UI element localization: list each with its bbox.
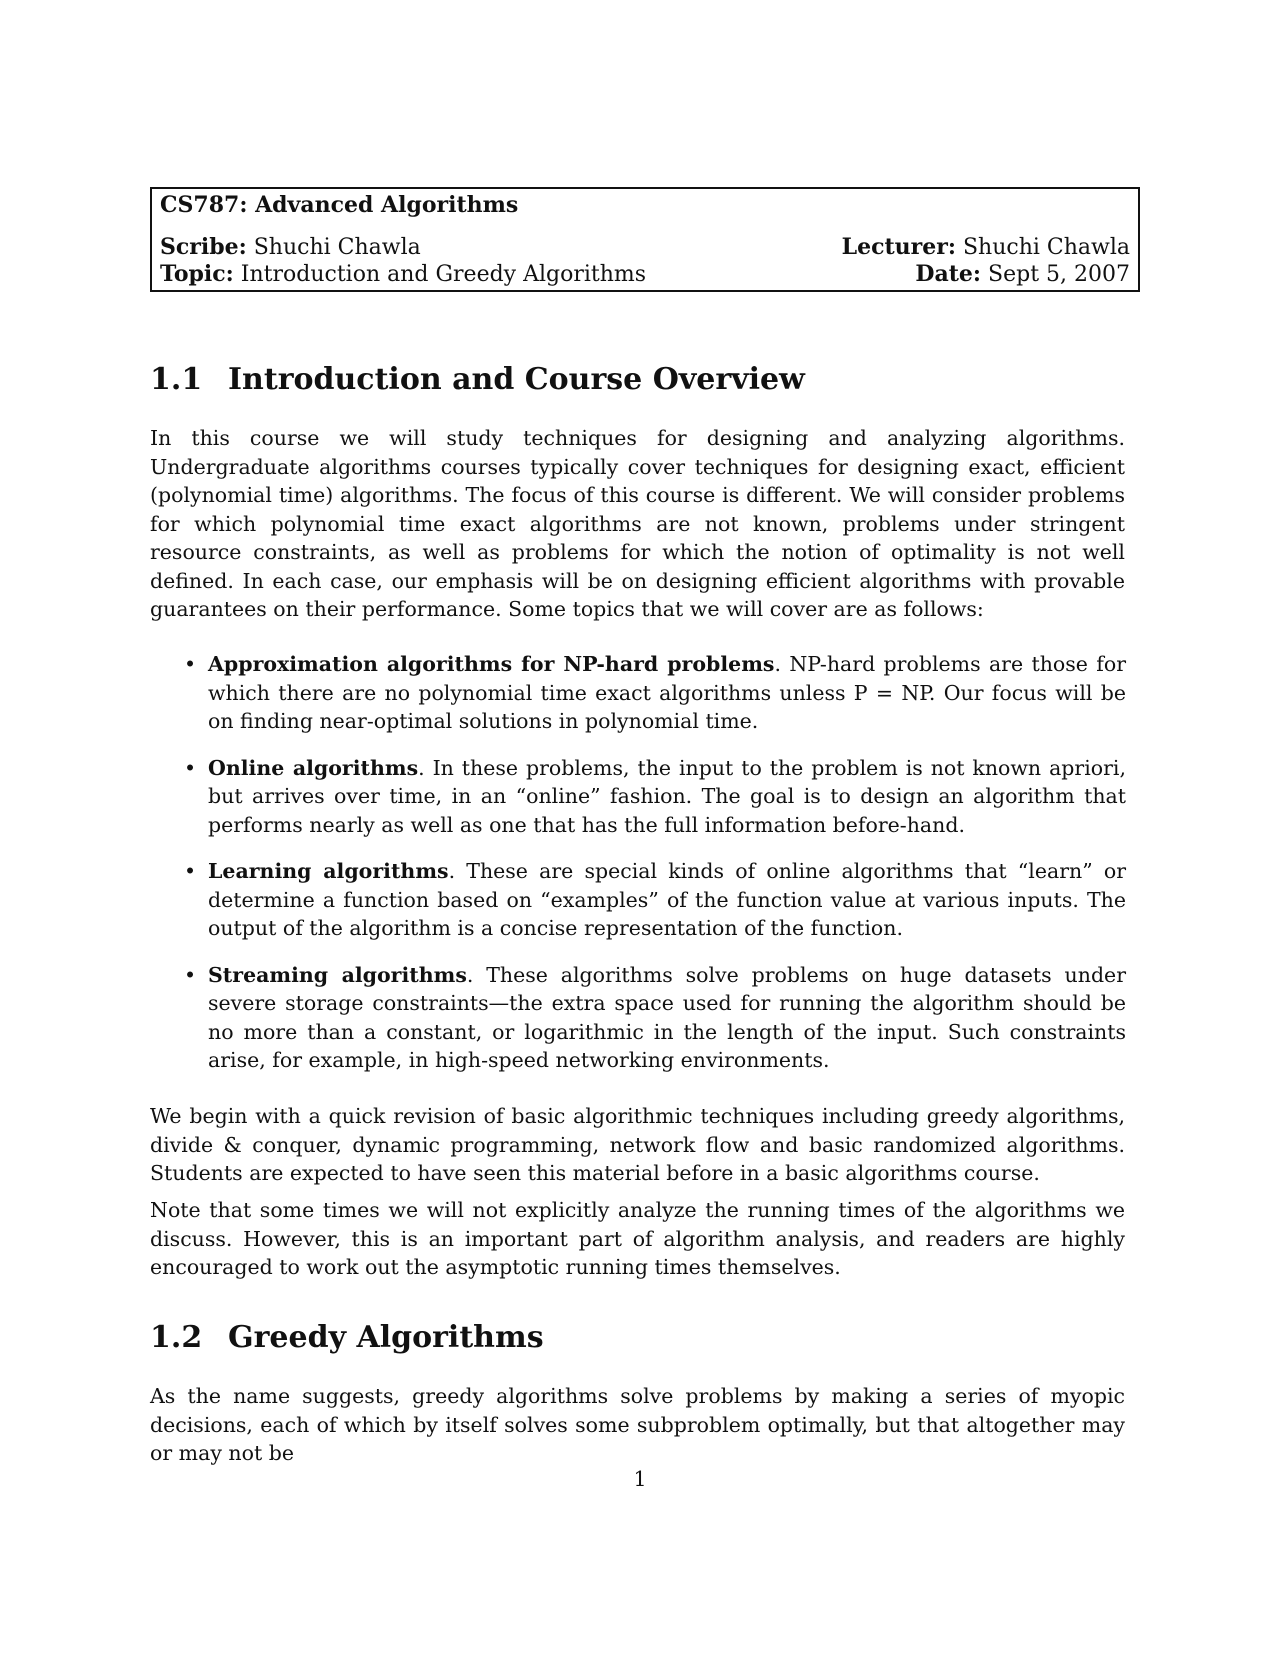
bullet-text: . In these problems, the input to the problem is not known apriori, but arrives over time, in an “online” fashion. The goal is to design an algorithm that performs nearly as well as one that has the full information before-hand. bbox=[208, 755, 1126, 837]
bullet-title: Approximation algorithms for NP-hard problems bbox=[208, 652, 775, 676]
scribe-line bbox=[160, 234, 646, 261]
date-value: Sept 5, 2007 bbox=[988, 262, 1130, 287]
bullet-dot: • bbox=[184, 859, 197, 883]
section-1-number: 1.1 bbox=[150, 362, 203, 397]
topic-value: Introduction and Greedy Algorithms bbox=[240, 262, 647, 287]
section-1-heading bbox=[150, 362, 805, 397]
topic-bullet-approximation bbox=[180, 650, 1126, 736]
date-label: Date: bbox=[915, 261, 982, 287]
date-line bbox=[842, 261, 1130, 288]
topics-list bbox=[180, 650, 1126, 1093]
topic-label: Topic: bbox=[160, 261, 234, 287]
header-left-column bbox=[160, 234, 646, 288]
bullet-dot: • bbox=[184, 652, 197, 676]
bullet-title: Learning algorithms bbox=[208, 859, 449, 883]
lecturer-label: Lecturer: bbox=[841, 234, 956, 260]
bullet-title: Online algorithms bbox=[208, 755, 419, 780]
topic-bullet-online bbox=[180, 754, 1126, 840]
topic-bullet-streaming bbox=[180, 961, 1126, 1075]
course-title: CS787: Advanced Algorithms bbox=[160, 192, 519, 218]
section-2-intro: As the name suggests, greedy algorithms solve problems by making a series of myopic decisions, each of which by itself solves some subproblem optimally, but that altogether may or may not be bbox=[150, 1384, 1125, 1465]
lecturer-line bbox=[842, 234, 1130, 261]
topic-bullet-learning bbox=[180, 857, 1126, 943]
topic-line bbox=[160, 261, 646, 288]
section-2-number: 1.2 bbox=[150, 1320, 203, 1355]
section-1-intro: In this course we will study techniques for designing and analyzing algorithms. Undergraduate algorithms courses typically cover techniques for designing exact, efficient (polynomial time) algorithms. The focus of this course is different. We will consider problems for which polynomial time exact algorithms are not known, problems under stringent resource constraints, as well as problems for which the notion of optimality is not well defined. In each case, our emphasis will be on designing efficient algorithms with provable guarantees on their performance. Some topics that we will cover are as follows: bbox=[150, 426, 1125, 621]
bullet-text: . These are special kinds of online algorithms that “learn” or determine a function based on “examples” of the function value at various inputs. The output of the algorithm is a concise representation of the function. bbox=[208, 859, 1126, 940]
lecturer-value: Shuchi Chawla bbox=[962, 235, 1130, 260]
header-right-column bbox=[842, 234, 1130, 288]
page-number: 1 bbox=[633, 1467, 647, 1491]
bullet-dot: • bbox=[184, 962, 197, 987]
section-1-paragraph-3: Note that some times we will not explicitly analyze the running times of the algorithms we discuss. However, this is an important part of algorithm analysis, and readers are highly encouraged to work out the asymptotic running times themselves. bbox=[150, 1198, 1125, 1279]
bullet-title: Streaming algorithms bbox=[208, 962, 467, 987]
bullet-text: . NP-hard problems are those for which there are no polynomial time exact algorithms unless P = NP. Our focus will be on finding near-optimal solutions in polynomial time. bbox=[208, 652, 1126, 733]
lecture-header-box bbox=[150, 187, 1140, 292]
section-2-heading bbox=[150, 1320, 544, 1355]
scribe-value: Shuchi Chawla bbox=[253, 235, 421, 260]
section-1-title: Introduction and Course Overview bbox=[228, 362, 805, 397]
scribe-label: Scribe: bbox=[160, 234, 247, 260]
bullet-text: . These algorithms solve problems on huge datasets under severe storage constraints—the extra space used for running the algorithm should be no more than a constant, or logarithmic in the length of the input. Such constraints arise, for example, in high-speed networking environments. bbox=[208, 962, 1126, 1072]
section-2-title: Greedy Algorithms bbox=[228, 1320, 544, 1355]
bullet-dot: • bbox=[184, 755, 197, 780]
section-1-paragraph-2: We begin with a quick revision of basic algorithmic techniques including greedy algorithms, divide & conquer, dynamic programming, network flow and basic randomized algorithms. Students are expected to have seen this material before in a basic algorithms course. bbox=[150, 1104, 1125, 1185]
